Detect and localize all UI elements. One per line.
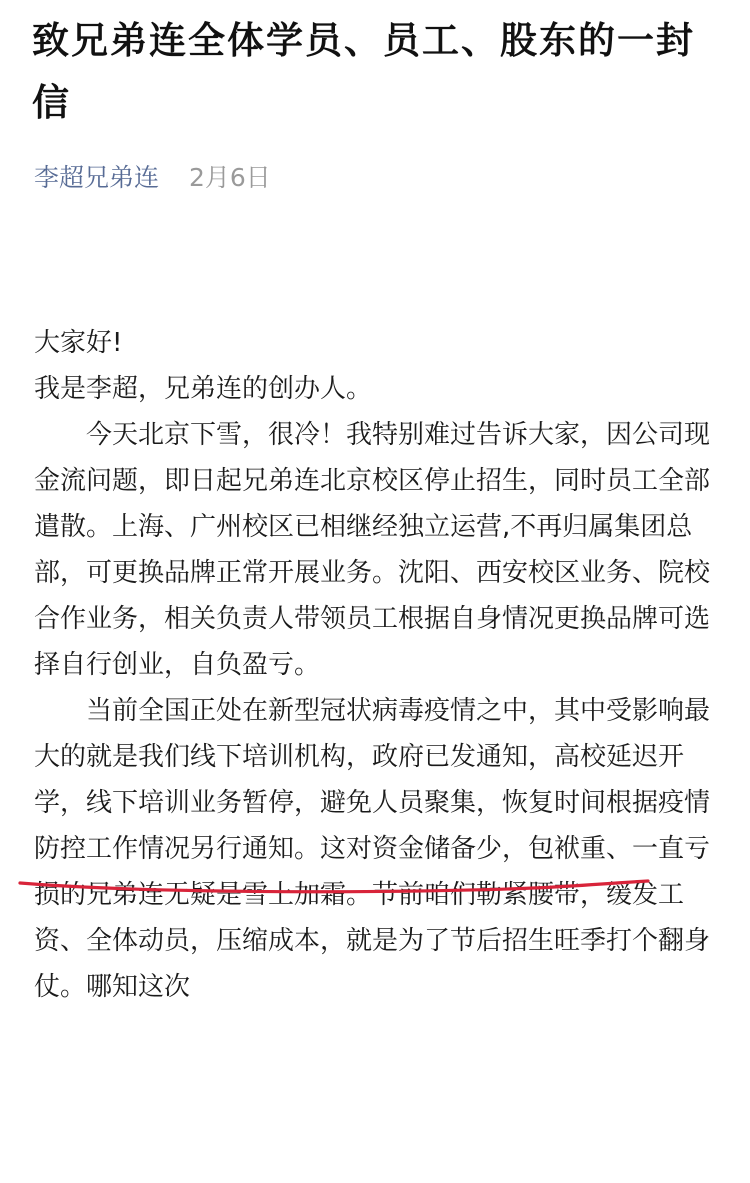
greeting: 大家好!	[34, 328, 123, 358]
paragraph-2-start: 当前全国正处在新型冠状病毒疫情之中，	[86, 696, 555, 726]
paragraph-1: 今天北京下雪，很冷！我特别难过告诉大家，因公司现金流问题，即日起兄弟连北京校区停止招生，同时员工全部遣散。上海、广州校区已相继经独立运营,不再归属集团总部，可更换品牌正常开展业务。沈阳、西安校区业务、院校合作业务，相关负责人带领员工根据自身情况更换品牌可选择自行创业，自负盈亏。	[34, 420, 711, 680]
highlighted-sentence: 其中受影响最大的就是我们线下培训机构	[34, 696, 711, 772]
red-underline-stroke	[20, 881, 648, 892]
article-body	[34, 320, 720, 1010]
article-title: 致兄弟连全体学员、员工、股东的一封信	[32, 19, 695, 124]
paragraph-2	[34, 688, 720, 1010]
author-link[interactable]: 李超兄弟连	[34, 163, 160, 192]
article-meta	[34, 158, 271, 198]
red-underline-annotation	[18, 871, 650, 895]
paragraph-2-rest: ，政府已发通知，高校延迟开学，线下培训业务暂停，避免人员聚集，恢复时间根据疫情防控工作情况另行通知。这对资金储备少，包袱重、一直亏损的兄弟连无疑是雪上加霜。节前咱们勒紧腰带，缓发工资、全体动员，压缩成本，就是为了节后招生旺季打个翻身仗。哪知这次	[34, 742, 711, 1002]
publish-date: 2月6日	[188, 163, 271, 192]
intro-line: 我是李超，兄弟连的创办人。	[34, 374, 373, 404]
